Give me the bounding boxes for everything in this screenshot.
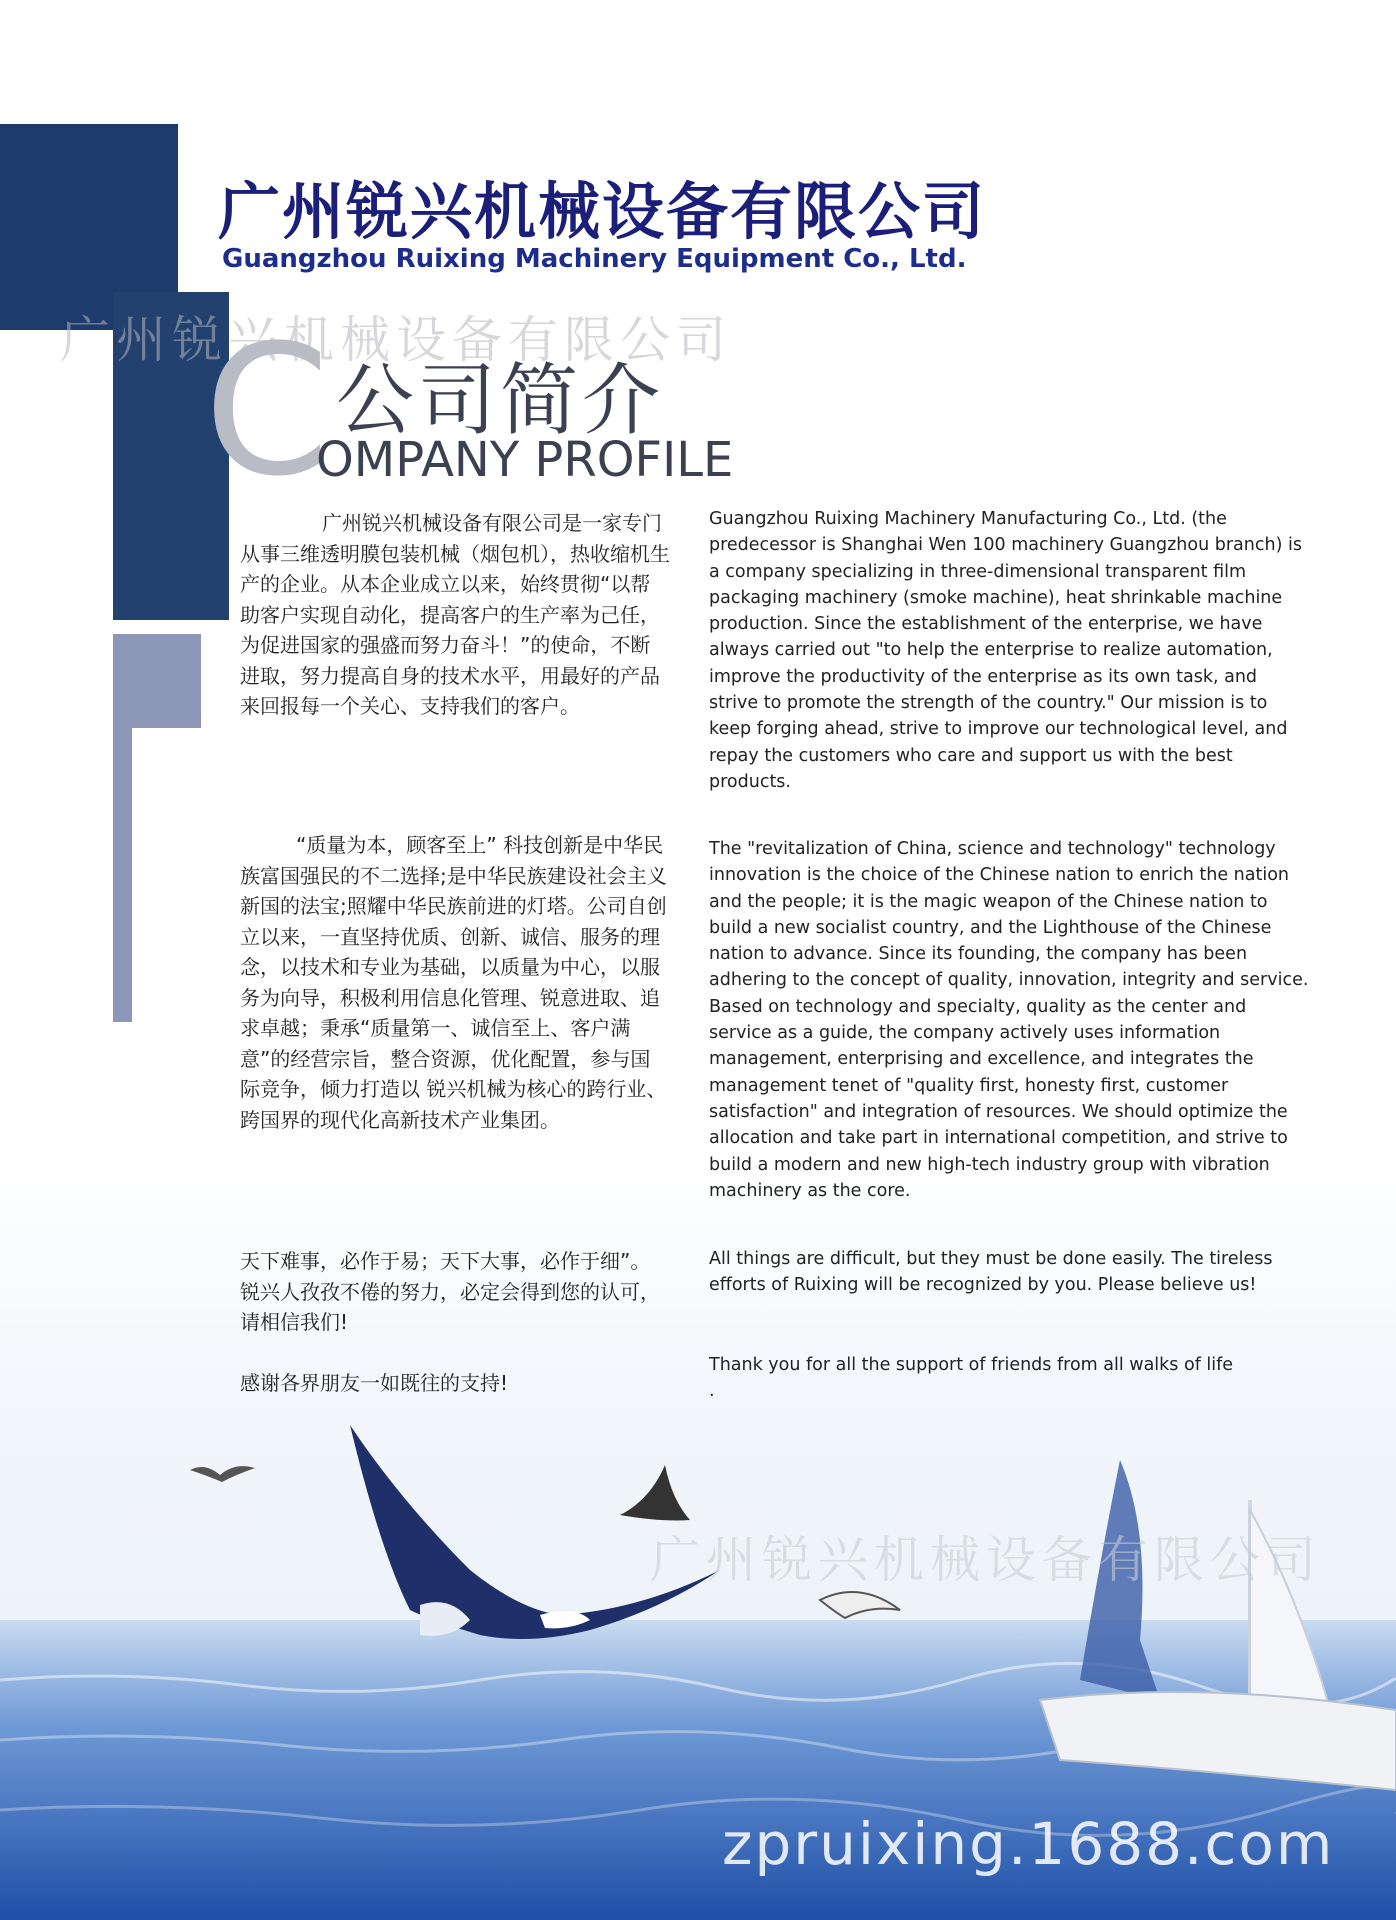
watermark-company-top: 广州锐兴机械设备有限公司 — [60, 311, 732, 369]
english-paragraph-quality: The "revitalization of China, science and technology" technology innovation is the choice of the Chinese nation to enrich the nation and the people; it is the magic weapon of the Chinese nation to build a new socialist country, and the Lighthouse of the Chinese nation to advance. Since its founding, the company has been adhering to the concept of quality, innovation, integrity and service. Based on technology and specialty, quality as the center and service as a guide, the company actively uses information management, enterprising and excellence, and integrates the management tenet of "quality first, honesty first, customer satisfaction" and integration of resources. We should optimize the allocation and take part in international competition, and strive to build a modern and new high-tech industry group with vibration machinery as the core. — [709, 839, 1309, 1201]
english-paragraph-thanks: Thank you for all the support of friends from all walks of life . — [709, 1355, 1234, 1402]
chinese-paragraph-quality: “质量为本，顾客至上” 科技创新是中华民族富国强民的不二选择;是中华民族建设社会主义新国的法宝;照耀中华民族前进的灯塔。公司自创立以来，一直坚持优质、创新、诚信、服务的理念，以技术和专业为基础，以质量为中心，以服务为向导，积极利用信息化管理、锐意进取、追求卓越；秉承“质量第一、诚信至上、客户满意”的经营宗旨，整合资源，优化配置，参与国际竞争，倾力打造以 锐兴机械为核心的跨行业、跨国界的现代化高新技术产业集团。 — [240, 833, 667, 1132]
seagull-icon-right — [820, 1592, 900, 1618]
seagull-icon-left — [190, 1466, 255, 1482]
watermark-url: zpruixing.1688.com — [722, 1810, 1335, 1878]
chinese-paragraph-intro: 广州锐兴机械设备有限公司是一家专门从事三维透明膜包装机械（烟包机），热收缩机生产的企业。从本企业成立以来，始终贯彻“以帮助客户实现自动化，提高客户的生产率为己任，为促进国家的强盛而努力奋斗！”的使命，不断进取，努力提高自身的技术水平，用最好的产品来回报每一个关心、支持我们的客户。 — [240, 511, 670, 718]
company-name-chinese: 广州锐兴机械设备有限公司 — [218, 175, 987, 248]
slate-decor-block — [113, 634, 201, 728]
profile-initial-c: C — [204, 307, 330, 516]
seagull-icon-middle — [620, 1465, 690, 1520]
english-paragraph-intro: Guangzhou Ruixing Machinery Manufacturing Co., Ltd. (the predecessor is Shanghai Wen 100 machinery Guangzhou branch) is a company specializing in three-dimensional transparent film packaging machinery (smoke machine), heat shrinkable machine production. Since the establishment of the enterprise, we have always carried out "to help the enterprise to realize automation, improve the productivity of the enterprise as its own task, and strive to promote the strength of the country." Our mission is to keep forging ahead, strive to improve our technological level, and repay the customers who care and support us with the best products. — [709, 509, 1302, 792]
chinese-paragraph-thanks: 感谢各界朋友一如既往的支持! — [240, 1371, 509, 1395]
english-paragraph-motto: All things are difficult, but they must be done easily. The tireless efforts of Ruixing will be recognized by you. Please believe us! — [709, 1249, 1273, 1296]
chinese-paragraph-motto: 天下难事，必作于易；天下大事，必作于细”。 锐兴人孜孜不倦的努力，必定会得到您的认可，请相信我们! — [240, 1249, 660, 1334]
company-name-english: Guangzhou Ruixing Machinery Equipment Co., Ltd. — [222, 244, 967, 274]
profile-title-chinese: 公司简介 — [336, 356, 665, 446]
slate-decor-bar — [113, 728, 132, 1022]
profile-title-english: OMPANY PROFILE — [316, 432, 734, 488]
watermark-company-bottom: 广州锐兴机械设备有限公司 — [650, 1531, 1322, 1589]
